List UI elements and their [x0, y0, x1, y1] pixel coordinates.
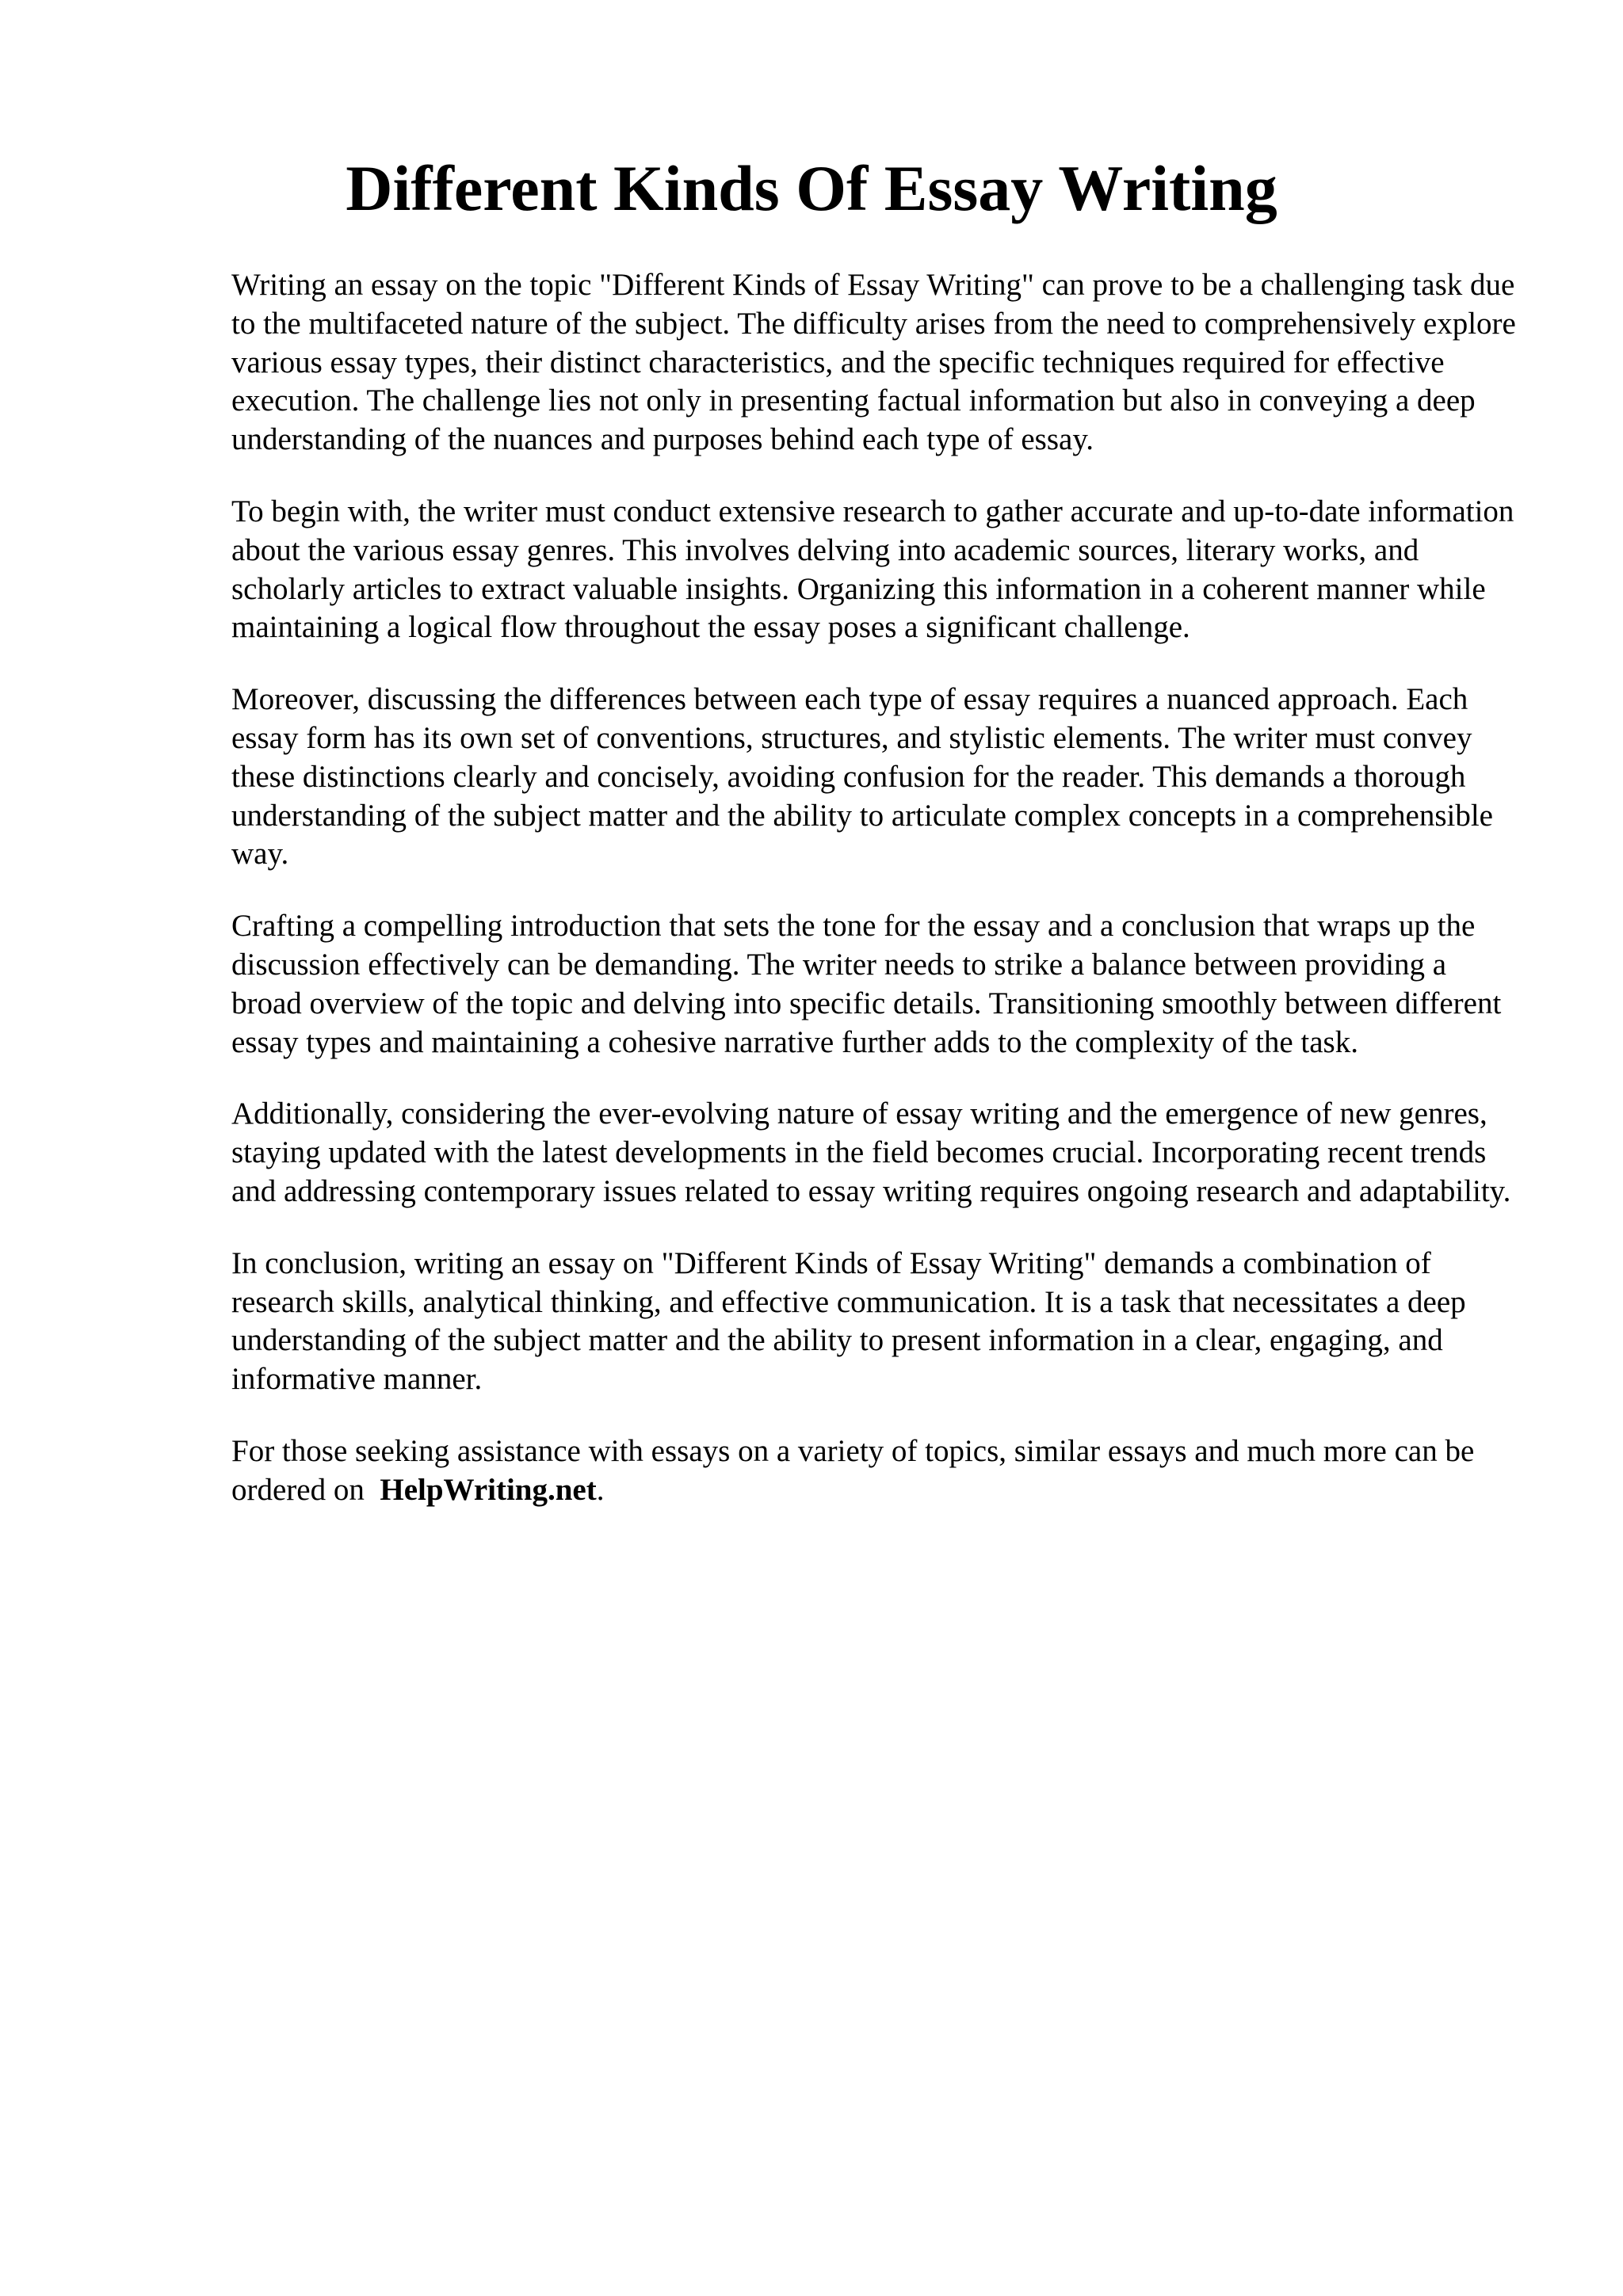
paragraph-4: Crafting a compelling introduction that sets the tone for the essay and a conclusion that wraps up the discussion effectively can be demanding. The writer needs to strike a balance between providing a broad overview of the topic and delving into specific details. Transitioning smoothly between different essay types and maintaining a cohesive narrative further adds to the complexity of the task.	[231, 909, 1502, 1059]
paragraph-3: Moreover, discussing the differences between each type of essay requires a nuanced approach. Each essay form has its own set of conventions, structures, and stylistic elements. The writer must convey these distinctions clearly and concisely, avoiding confusion for the reader. This demands a thorough understanding of the subject matter and the ability to articulate complex concepts in a comprehensible way.	[231, 682, 1493, 871]
paragraph-1: Writing an essay on the topic "Different Kinds of Essay Writing" can prove to be a challenging task due to the multifaceted nature of the subject. The difficulty arises from the need to comprehensively explore various essay types, their distinct characteristics, and the specific techniques required for effective execution. The challenge lies not only in presenting factual information but also in conveying a deep understanding of the nuances and purposes behind each type of essay.	[231, 268, 1516, 457]
document-title: Different Kinds Of Essay Writing	[346, 152, 1277, 224]
paragraph-6: In conclusion, writing an essay on "Different Kinds of Essay Writing" demands a combination of research skills, analytical thinking, and effective communication. It is a task that necessitates a deep understanding of the subject matter and the ability to present information in a clear, engaging, and informative manner.	[231, 1245, 1466, 1397]
closing-text: For those seeking assistance with essays on a variety of topics, similar essays and much more can be ordered on	[231, 1433, 1475, 1507]
closing-paragraph	[231, 1432, 1523, 1510]
paragraph-2: To begin with, the writer must conduct extensive research to gather accurate and up-to-date information about the various essay genres. This involves delving into academic sources, literary works, and scholarly articles to extract valuable insights. Organizing this information in a coherent manner while maintaining a logical flow throughout the essay poses a significant challenge.	[231, 494, 1514, 645]
paragraph-5: Additionally, considering the ever-evolving nature of essay writing and the emergence of new genres, staying updated with the latest developments in the field becomes crucial. Incorporating recent trends and addressing contemporary issues related to essay writing requires ongoing research and adaptability.	[231, 1097, 1511, 1208]
document-body	[231, 266, 1523, 1543]
closing-period: .	[596, 1472, 605, 1507]
brand-link[interactable]: HelpWriting.net	[380, 1472, 597, 1507]
